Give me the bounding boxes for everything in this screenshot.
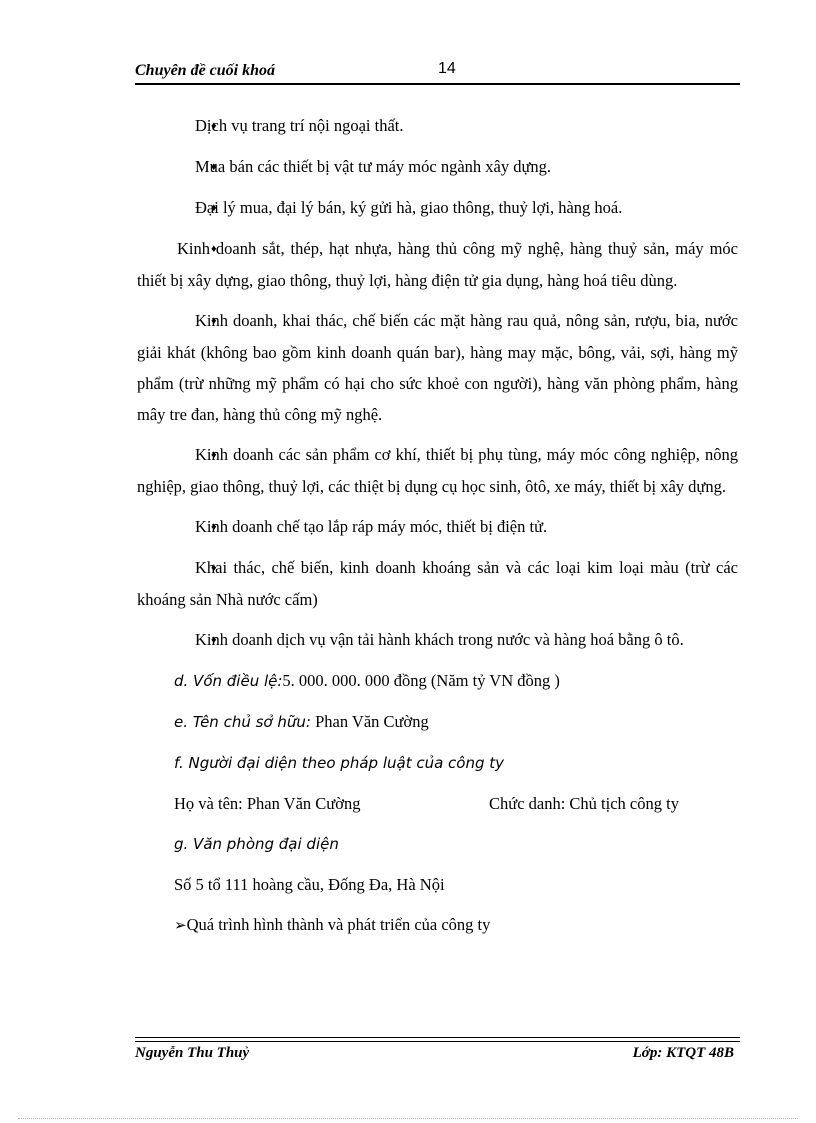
office-address: Số 5 tổ 111 hoàng cầu, Đống Đa, Hà Nội bbox=[174, 875, 445, 894]
page-header bbox=[135, 58, 740, 84]
history-heading-line bbox=[137, 909, 738, 942]
history-heading: Quá trình hình thành và phát triển của công ty bbox=[186, 915, 491, 934]
footer-rule-bottom bbox=[135, 1041, 740, 1042]
bullet-electronics-assembly: ♦ Kinh doanh chế tạo lắp ráp máy móc, thiết bị điện tử. bbox=[137, 511, 738, 543]
owner-value: Phan Văn Cường bbox=[310, 712, 429, 731]
bullet-transport: ♦ Kinh doanh dịch vụ vận tải hành khách trong nước và hàng hoá bằng ô tô. bbox=[137, 624, 738, 656]
arrow-bullet-icon bbox=[174, 915, 187, 934]
representative-name: Họ và tên: Phan Văn Cường bbox=[174, 794, 361, 813]
document-body bbox=[137, 110, 738, 951]
bullet-agency: ♦ Đại lý mua, đại lý bán, ký gửi hà, giao thông, thuỷ lợi, hàng hoá. bbox=[137, 192, 738, 224]
representative-label: f. Người đại diện theo pháp luật của công ty bbox=[174, 754, 505, 772]
bullet-mining: ♦ Khai thác, chế biến, kinh doanh khoáng sản và các loại kim loại màu (trừ các khoáng sản Nhà nước cấm) bbox=[137, 552, 738, 615]
bullet-mechanical-products: ♦ Kinh doanh các sản phẩm cơ khí, thiết bị phụ tùng, máy móc công nghiệp, nông nghiệp, giao thông, thuỷ lợi, các thiệt bị dụng cụ học sinh, ôtô, xe máy, thiết bị xây dựng. bbox=[137, 439, 738, 502]
page-number: 14 bbox=[438, 60, 456, 77]
capital-label: d. Vốn điều lệ: bbox=[174, 672, 283, 690]
bullet-construction-equipment: ♦ Mua bán các thiết bị vật tư máy móc ngành xây dựng. bbox=[137, 151, 738, 183]
footer-author: Nguyễn Thu Thuỷ bbox=[135, 1045, 250, 1061]
bullet-agricultural-products: ♦ Kinh doanh, khai thác, chế biến các mặt hàng rau quả, nông sản, rượu, bia, nước giải khát (không bao gồm kinh doanh quán bar), hàng may mặc, bông, vải, sợi, hàng mỹ phẩm (trừ những mỹ phẩm có hại cho sức khoẻ con người), hàng văn phòng phẩm, hàng mây tre đan, hàng thủ công mỹ nghệ. bbox=[137, 305, 738, 430]
capital-value: 5. 000. 000. 000 đồng (Năm tỷ VN đồng ) bbox=[282, 671, 560, 690]
representative-line bbox=[137, 747, 738, 779]
representative-details bbox=[174, 788, 738, 819]
header-rule bbox=[135, 83, 740, 85]
footer-class: Lớp: KTQT 48B bbox=[632, 1045, 734, 1061]
owner-line bbox=[137, 706, 738, 738]
representative-title: Chức danh: Chủ tịch công ty bbox=[489, 794, 679, 813]
office-line bbox=[137, 828, 738, 860]
footer-rule-top bbox=[135, 1037, 740, 1038]
bullet-interior-decoration: ♦ Dịch vụ trang trí nội ngoại thất. bbox=[137, 110, 738, 142]
header-title: Chuyên đề cuối khoá bbox=[135, 62, 276, 79]
page-edge-divider bbox=[18, 1118, 798, 1119]
capital-line bbox=[137, 665, 738, 697]
bullet-steel-trading: ♦ Kinh doanh sắt, thép, hạt nhựa, hàng thủ công mỹ nghệ, hàng thuỷ sản, máy móc thiết bị xây dựng, giao thông, thuỷ lợi, hàng điện tử gia dụng, hàng hoá tiêu dùng. bbox=[137, 233, 738, 296]
office-label: g. Văn phòng đại diện bbox=[174, 835, 339, 853]
owner-label: e. Tên chủ sở hữu: bbox=[174, 713, 311, 731]
